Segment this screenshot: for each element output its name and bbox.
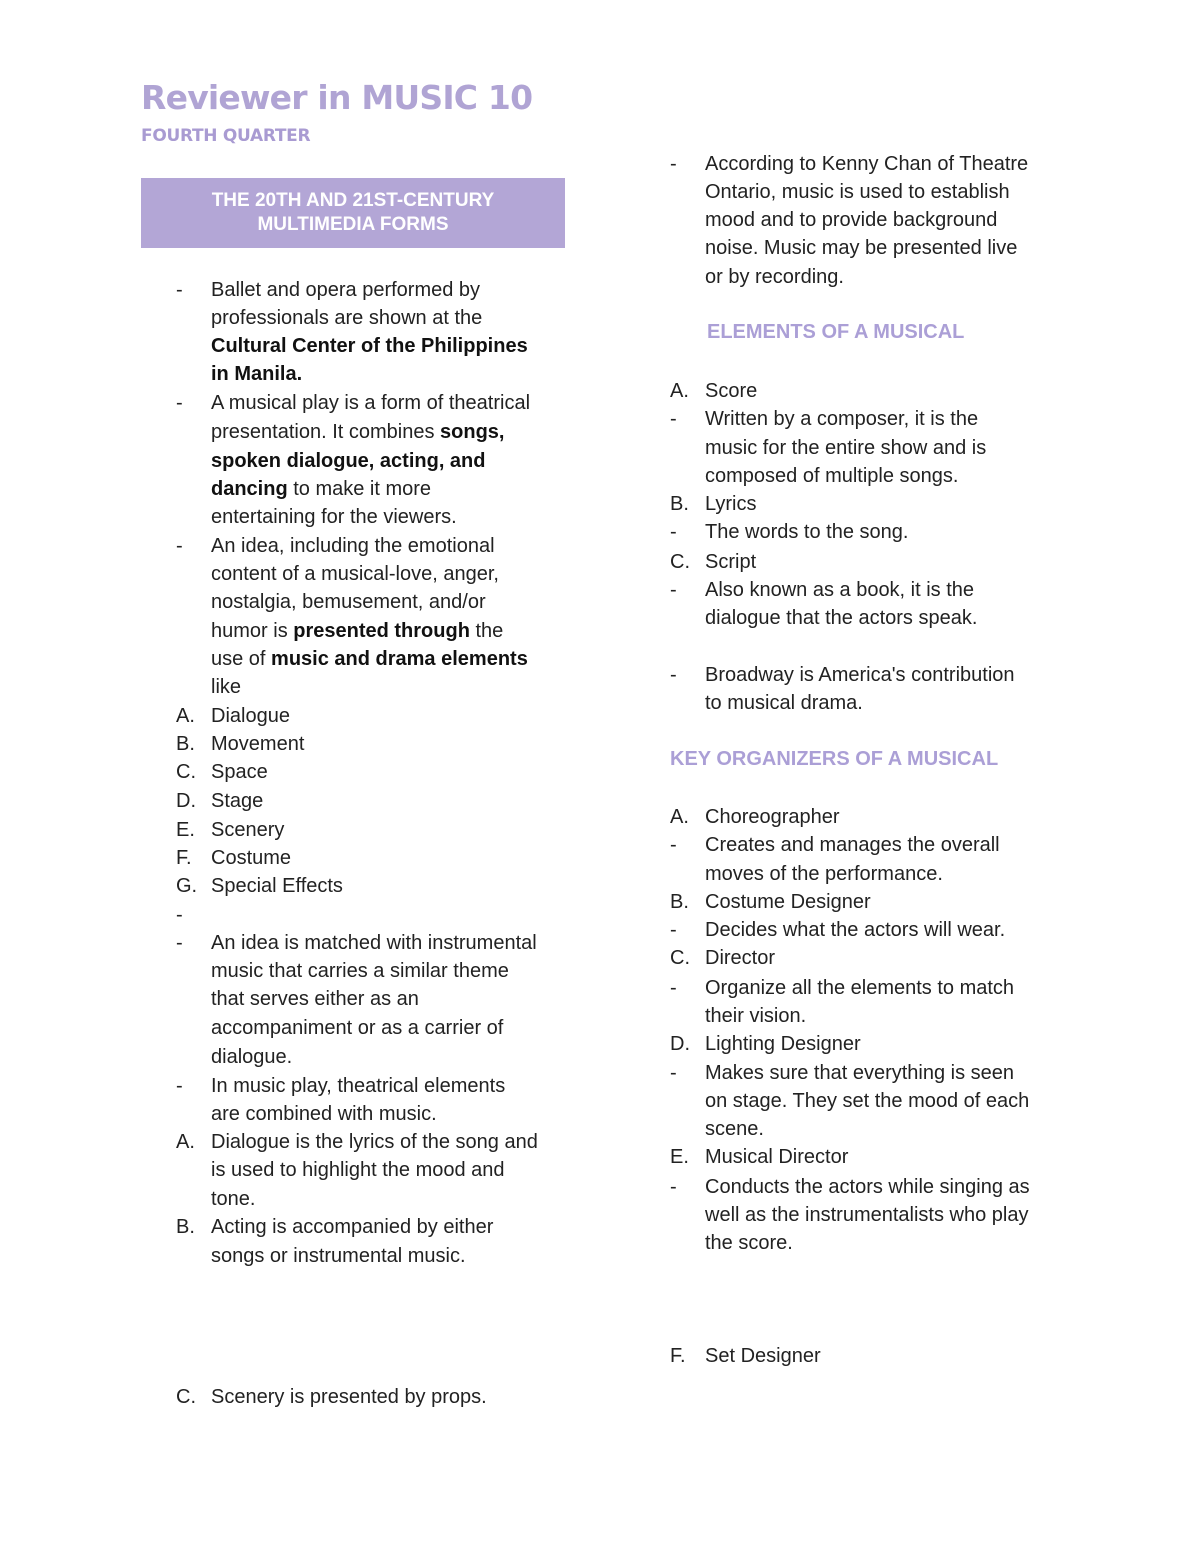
bullet-dash: -: [176, 535, 183, 557]
bullet-dash: -: [670, 153, 677, 175]
bullet-dash: -: [176, 932, 183, 954]
section-heading: ELEMENTS OF A MUSICAL: [707, 321, 965, 343]
bullet-dash: -: [670, 521, 677, 543]
banner-line-1: THE 20TH AND 21ST-CENTURY: [211, 190, 495, 211]
page-subtitle: FOURTH QUARTER: [141, 126, 311, 146]
bullet-dash: -: [670, 1062, 677, 1084]
bullet-dash: -: [176, 279, 183, 301]
section-banner: [141, 178, 565, 248]
bullet-dash: -: [176, 392, 183, 414]
banner-line-2: MULTIMEDIA FORMS: [257, 214, 449, 235]
bullet-dash: -: [176, 904, 183, 926]
bullet-dash: -: [670, 919, 677, 941]
bullet-dash: -: [670, 579, 677, 601]
bullet-dash: -: [176, 1075, 183, 1097]
bullet-dash: -: [670, 408, 677, 430]
bullet-dash: -: [670, 834, 677, 856]
section-heading: KEY ORGANIZERS OF A MUSICAL: [670, 748, 999, 770]
bullet-dash: -: [670, 977, 677, 999]
bullet-dash: -: [670, 1176, 677, 1198]
page-title: Reviewer in MUSIC 10: [141, 78, 533, 117]
bullet-dash: -: [670, 664, 677, 686]
